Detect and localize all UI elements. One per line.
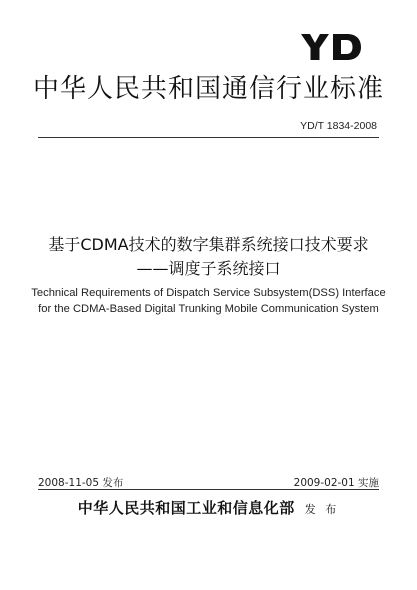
standard-code: YD/T 1834-2008 (300, 120, 377, 132)
publisher-name: 中华人民共和国工业和信息化部 (77, 499, 295, 517)
header-divider (38, 137, 379, 138)
document-title-zh: 基于CDMA技术的数字集群系统接口技术要求 (48, 235, 369, 254)
document-subtitle-zh: ——调度子系统接口 (136, 259, 281, 278)
document-title-en-line1: Technical Requirements of Dispatch Service Subsystem(DSS) Interface (31, 287, 386, 299)
publish-action: 发 布 (304, 503, 340, 516)
publisher-line (0, 497, 417, 518)
implementation-date: 2009-02-01 实施 (293, 477, 379, 489)
yd-logo (301, 34, 361, 60)
document-title-en-line2: for the CDMA-Based Digital Trunking Mobile Communication System (38, 303, 379, 315)
footer-divider (38, 489, 379, 490)
standard-category-title: 中华人民共和国通信行业标准 (32, 74, 384, 104)
issue-date: 2008-11-05 发布 (38, 477, 124, 489)
